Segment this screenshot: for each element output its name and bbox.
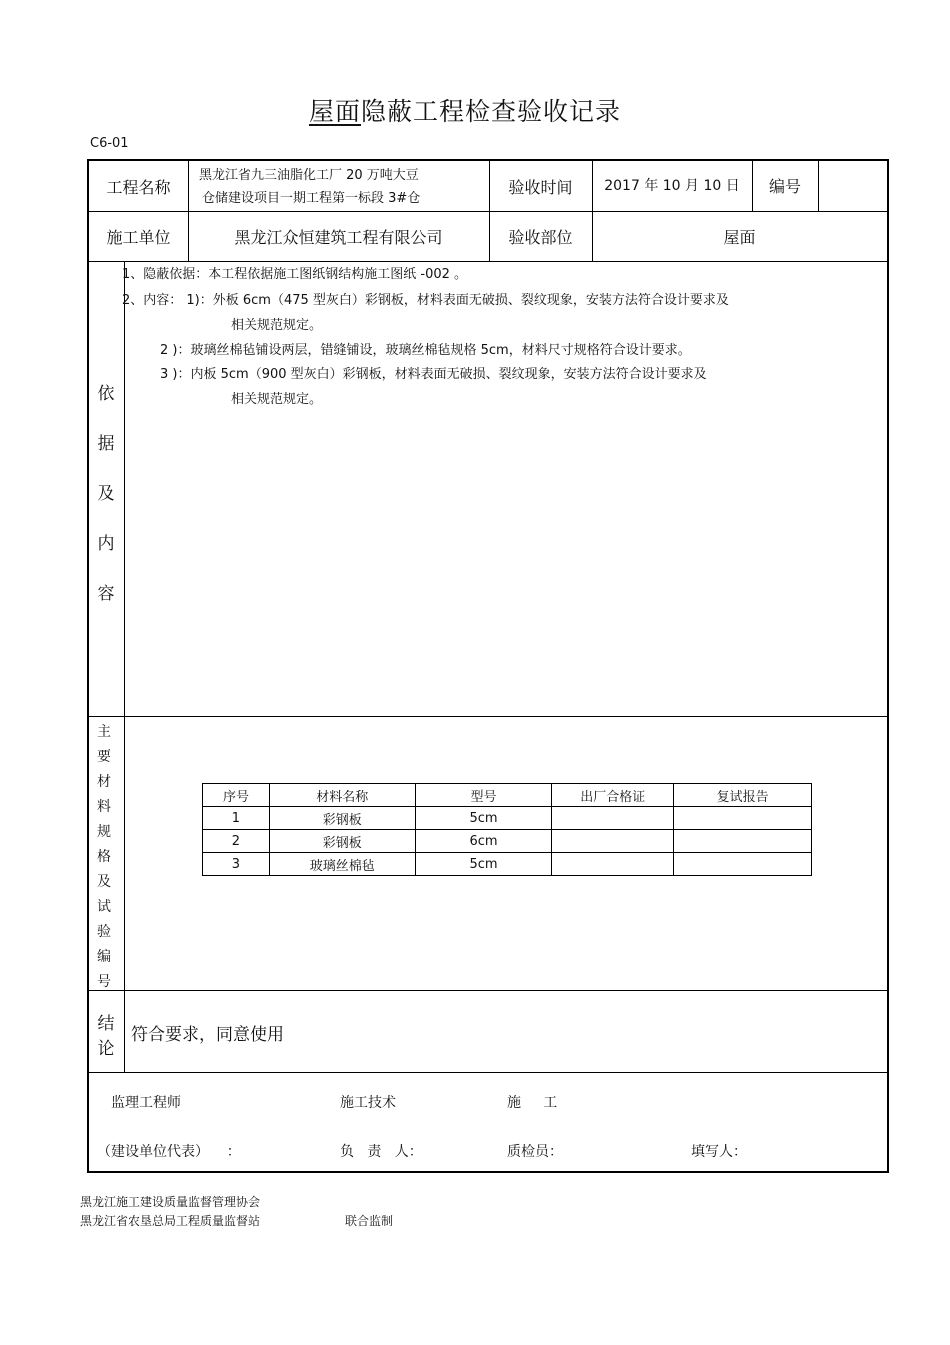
inspection-part-value: 屋面 [723,227,756,247]
form-frame [87,159,889,1173]
row-divider [89,261,887,262]
basis-line: 2 )：玻璃丝棉毡铺设两层，错缝铺设，玻璃丝棉毡规格 5cm，材料尺寸规格符合设计要求。 [160,343,691,358]
construction-tech-label: 施工技术 [340,1095,396,1111]
materials-side-char: 格 [97,849,111,865]
inspection-time-label: 验收时间 [508,177,573,197]
table-row [203,830,812,853]
table-cell [552,853,674,876]
materials-side-char: 材 [97,774,111,790]
table-header-cell: 序号 [203,784,270,807]
person-in-charge-label: 负 责 人： [340,1144,423,1160]
footer-line2-left: 黑龙江省农垦总局工程质量监督站 [80,1214,261,1228]
table-header-cell: 出厂合格证 [552,784,674,807]
materials-side-char: 规 [97,824,111,840]
supervisor-label: 监理工程师 [111,1095,181,1111]
materials-side-char: 编 [97,949,111,965]
materials-table [202,783,812,876]
row-divider [89,716,887,717]
materials-side-char: 料 [97,799,111,815]
basis-line: 1、隐蔽依据：本工程依据施工图纸钢结构施工图纸 -002 。 [122,267,468,282]
basis-side-char: 据 [97,434,115,454]
table-cell: 玻璃丝棉毡 [269,853,415,876]
materials-side-char: 试 [97,899,111,915]
contractor-value: 黑龙江众恒建筑工程有限公司 [234,227,443,247]
contractor-label: 施工单位 [106,227,171,247]
owner-rep-label: （建设单位代表） ： [97,1144,241,1160]
table-cell [674,853,812,876]
table-cell: 1 [203,807,270,830]
basis-line: 相关规范规定。 [231,392,323,407]
quality-inspector-label: 质检员： [507,1144,563,1160]
row-divider [89,1072,887,1073]
title-underlined: 屋面 [308,97,361,126]
table-cell: 3 [203,853,270,876]
basis-line: 相关规范规定。 [231,318,323,333]
materials-side-char: 要 [97,749,111,765]
table-cell [674,830,812,853]
construction-label: 施 工 [507,1095,558,1111]
inspection-part-label: 验收部位 [508,227,573,247]
materials-side-char: 验 [97,924,111,940]
materials-side-char: 主 [97,724,111,740]
side-divider [124,261,125,1072]
project-name-line2: 仓储建设项目一期工程第一标段 3#仓 [202,191,421,206]
footer-line2-right: 联合监制 [345,1214,394,1228]
number-label: 编号 [768,176,801,196]
page-title [0,92,930,128]
basis-side-char: 内 [97,534,115,554]
form-code: C6-01 [90,136,129,151]
basis-side-char: 依 [97,384,115,404]
table-header-cell: 材料名称 [269,784,415,807]
table-cell [674,807,812,830]
table-cell: 6cm [415,830,552,853]
basis-line: 2、内容： 1)：外板 6cm（475 型灰白）彩钢板，材料表面无破损、裂纹现象，安装方法符合设计要求及 [122,293,729,308]
inspection-time-value: 2017 年 10 月 10 日 [604,178,740,194]
project-name-line1: 黑龙江省九三油脂化工厂 20 万吨大豆 [199,168,419,183]
table-cell [552,830,674,853]
table-cell: 2 [203,830,270,853]
basis-line: 3 )：内板 5cm（900 型灰白）彩钢板，材料表面无破损、裂纹现象，安装方法符合设计要求及 [160,367,707,382]
filler-label: 填写人： [691,1144,747,1160]
conclusion-text: 符合要求，同意使用 [131,1025,284,1045]
table-cell [552,807,674,830]
title-rest: 隐蔽工程检查验收记录 [361,97,622,126]
row-divider [89,990,887,991]
table-header-cell: 型号 [415,784,552,807]
conclusion-side-char: 论 [97,1039,115,1059]
table-cell: 彩钢板 [269,830,415,853]
basis-side-char: 及 [97,484,115,504]
table-header-cell: 复试报告 [674,784,812,807]
table-row [203,807,812,830]
materials-side-char: 号 [97,974,111,990]
table-cell: 5cm [415,853,552,876]
project-name-label: 工程名称 [106,177,171,197]
table-cell: 彩钢板 [269,807,415,830]
conclusion-side-char: 结 [97,1014,115,1034]
materials-side-char: 及 [97,874,111,890]
basis-side-char: 容 [97,584,115,604]
table-cell: 5cm [415,807,552,830]
footer-line1: 黑龙江施工建设质量监督管理协会 [80,1195,261,1209]
table-header-row [203,784,812,807]
table-row [203,853,812,876]
number-value [818,161,887,209]
